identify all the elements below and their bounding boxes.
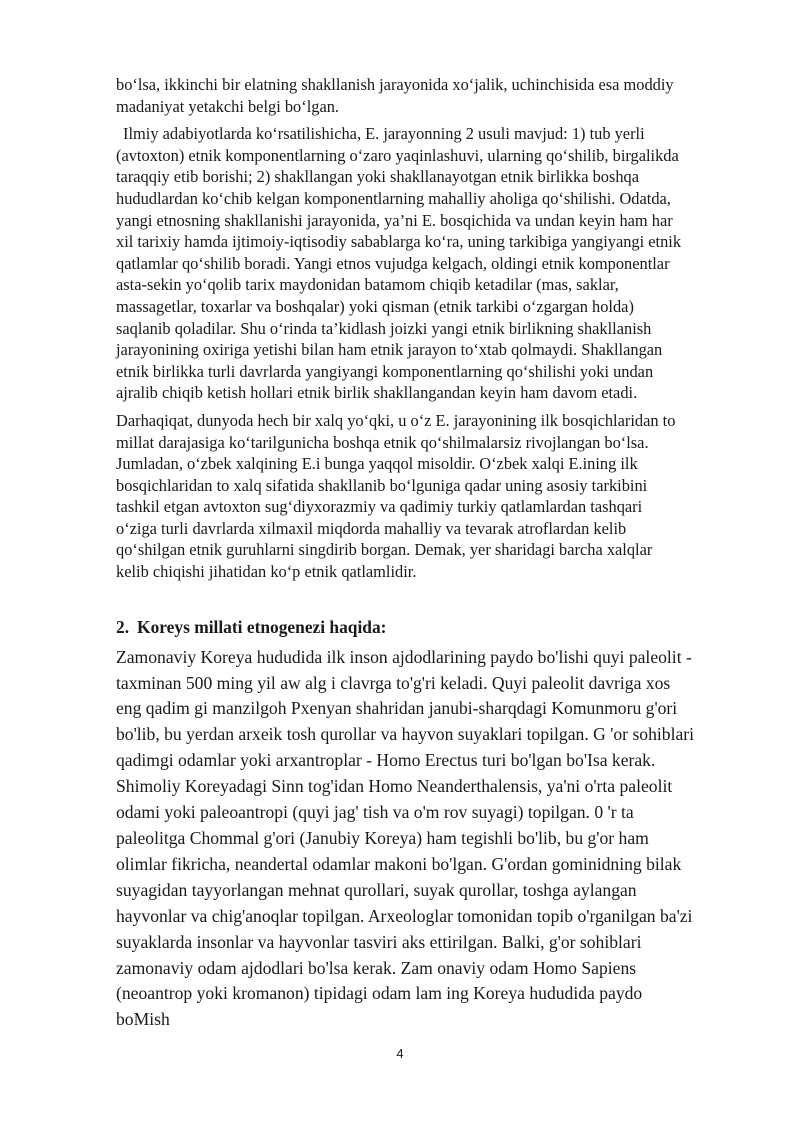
page-number: 4 [396,1046,404,1061]
paragraph-ethnogenesis-methods: Ilmiy adabiyotlarda ko‘rsatilishicha, E. jarayonning 2 usuli mavjud: 1) tub yerli (avtoxton) etnik komponentlarning o‘zaro yaqinlashuvi, ularning qo‘shilib, birgalikda taraqqiy etib borishi; 2) shakllangan yoki shakllanayotgan etnik birlikka boshqa hududlardan ko‘chib kelgan komponentlarning mahalliy aholiga qo‘shilishi. Odatda, yangi etnosning shakllanishi jarayonida, ya’ni E. bosqichida va undan keyin ham har xil tarixiy hamda ijtimoiy-iqtisodiy sabablarga ko‘ra, uning tarkibiga yangiyangi etnik qatlamlar qo‘shilib boradi. Yangi etnos vujudga kelgach, oldingi etnik komponentlar asta-sekin yo‘qolib tarix maydonidan batamom chiqib ketadilar (mas, saklar, massagetlar, toxarlar va boshqalar) yoki qisman (etnik tarkibi o‘zgargan holda) saqlanib qoladilar. Shu o‘rinda ta’kidlash joizki yangi etnik birlikning shakllanish jarayonining oxiriga yetishi bilan ham etnik jarayon to‘xtab qolmaydi. Shakllangan etnik birlikka turli davrlarda yangiyangi komponentlarning qo‘shilishi yoki undan ajralib chiqib ketish hollari etnik birlik shakllangandan keyin ham davom etadi. [116,124,682,403]
section-heading [116,615,684,639]
section-title: Koreys millati etnogenezi haqida: [137,616,387,637]
page-content [116,74,695,1033]
paragraph-uzbek-example: Darhaqiqat, dunyoda hech bir xalq yo‘qki, u o‘z E. jarayonining ilk bosqichlaridan to millat darajasiga ko‘tarilgunicha boshqa etnik qo‘shilmalarsiz rivojlangan bo‘lsa. Jumladan, o‘zbek xalqining E.i bunga yaqqol misoldir. O‘zbek xalqi E.ining ilk bosqichlaridan to xalq sifatida shakllanib bo‘lguniga qadar uning asosiy tarkibini tashkil etgan avtoxton sug‘diyxorazmiy va qadimiy turkiy qatlamlardan tashqari o‘ziga turli davrlarda xilmaxil miqdorda mahalliy va tevarak atroflardan kelib qo‘shilgan etnik guruhlarni singdirib borgan. Demak, yer sharidagi barcha xalqlar kelib chiqishi jihatidan ko‘p etnik qatlamlidir. [116,410,676,582]
section-number: 2. [116,616,130,637]
paragraph-continuation: bo‘lsa, ikkinchi bir elatning shakllanish jarayonida xo‘jalik, uchinchisida esa moddiy madaniyat yetakchi belgi bo‘lgan. [116,75,674,116]
paragraph-korea-paleolithic: Zamonaviy Koreya hududida ilk inson ajdodlarining paydo bo'lishi quyi paleolit - taxminan 500 ming yil aw alg i clavrga to'g'ri keladi. Quyi paleolit davriga xos eng qadim gi manzilgoh Pxenyan shahridan janubi-sharqdagi Komunmoru g'ori bo'lib, bu yerdan arxeik tosh qurollar va hayvon suyaklari topilgan. G 'or sohiblari qadimgi odamlar yoki arxantroplar - Homo Erectus turi bo'lgan bo'Isa kerak. Shimoliy Koreyadagi Sinn tog'idan Homo Neanderthalensis, ya'ni o'rta paleolit odami yoki paleoantropi (quyi jag' tish va o'm rov suyagi) topilgan. 0 'r ta paleolitga Chommal g'ori (Janubiy Koreya) ham tegishli bo'lib, bu g'or ham olimlar fikricha, neandertal odamlar makoni bo'lgan. G'ordan gominidning bilak suyagidan tayyorlangan mehnat qurollari, suyak qurollar, toshga aylangan hayvonlar va chig'anoqlar topilgan. Arxeologlar tomonidan topib o'rganilgan ba'zi suyaklarda insonlar va hayvonlar tasviri aks ettirilgan. Balki, g'or sohiblari zamonaviy odam ajdodlari bo'lsa kerak. Zam onaviy odam Homo Sapiens (neoantrop yoki kromanon) tipidagi odam lam ing Koreya hududida paydo boMish [116,646,695,1030]
